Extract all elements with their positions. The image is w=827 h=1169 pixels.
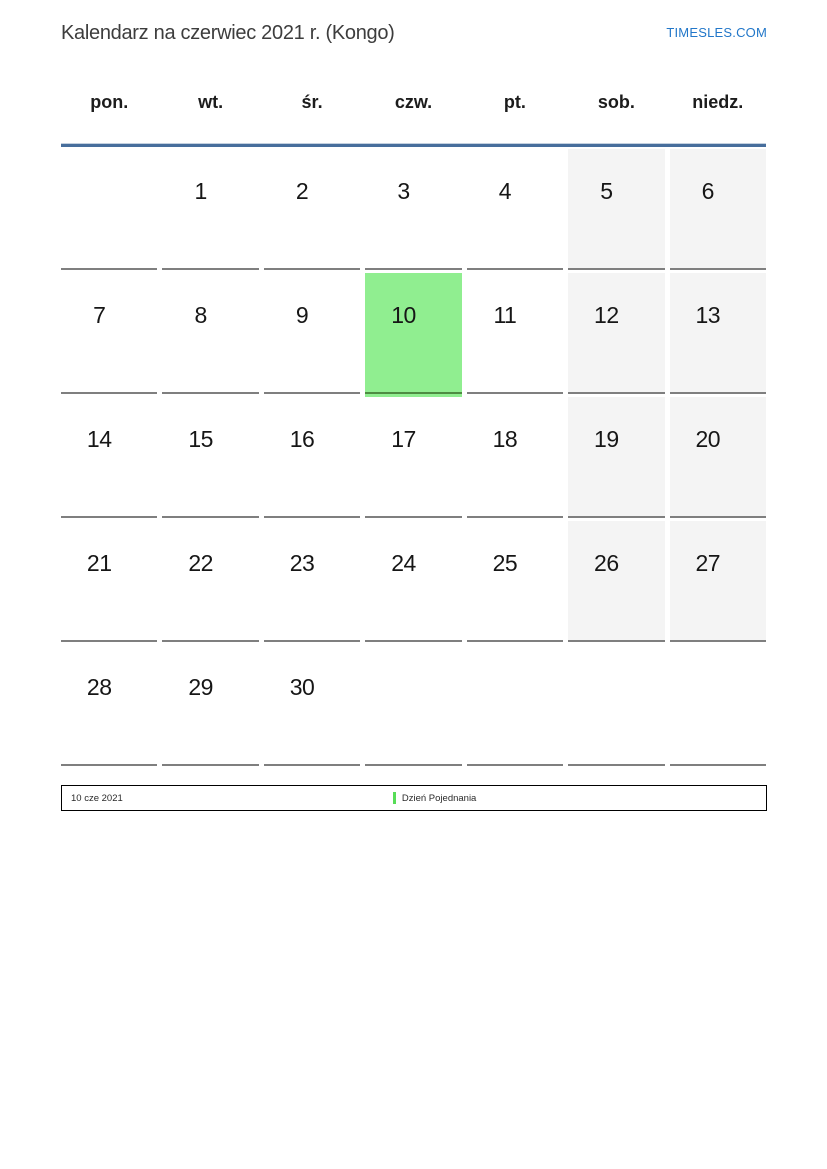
empty-cell: [61, 149, 157, 270]
day-cell-6: [670, 149, 766, 270]
day-number: 3: [397, 178, 410, 204]
day-cell-8: [162, 273, 258, 394]
day-number: 8: [194, 302, 207, 328]
day-cell-20: [670, 397, 766, 518]
day-number: 19: [594, 426, 619, 452]
day-cell-2: [264, 149, 360, 270]
day-number: 30: [289, 674, 315, 700]
day-number: [568, 645, 664, 676]
day-number: 17: [391, 426, 416, 452]
holiday-marker-icon: [393, 792, 396, 804]
document-header: [0, 0, 827, 46]
day-number: [670, 645, 766, 676]
day-cell-5: [568, 149, 664, 270]
calendar: [61, 88, 766, 766]
weekday-header-pt: pt.: [503, 92, 526, 112]
holiday-label: Dzień Pojednania: [401, 792, 477, 804]
day-cell-11: [467, 273, 563, 394]
day-number: 20: [695, 426, 721, 452]
day-cell-17: [365, 397, 461, 518]
day-number: 14: [86, 426, 112, 452]
day-cell-18: [467, 397, 563, 518]
day-number: 27: [695, 550, 721, 576]
day-cell-14: [61, 397, 157, 518]
day-number: 11: [493, 302, 517, 328]
day-number: 2: [295, 178, 309, 204]
day-number: 23: [289, 550, 315, 576]
day-cell-22: [162, 521, 258, 642]
day-cell-30: [264, 645, 360, 766]
day-number: 9: [295, 302, 309, 328]
day-number: 10: [391, 302, 416, 328]
day-number: 22: [188, 550, 213, 576]
day-cell-21: [61, 521, 157, 642]
day-number: 28: [86, 674, 112, 700]
weekday-header-wt: wt.: [198, 92, 224, 112]
day-number: 4: [498, 178, 512, 204]
day-cell-19: [568, 397, 664, 518]
day-cell-3: [365, 149, 461, 270]
day-cell-9: [264, 273, 360, 394]
day-number: 13: [695, 302, 721, 328]
empty-cell: [670, 645, 766, 766]
day-number: 7: [93, 302, 106, 328]
legend-holiday-item: [393, 786, 476, 810]
day-cell-7: [61, 273, 157, 394]
calendar-grid: [61, 149, 766, 766]
weekday-header-pon: pon.: [90, 92, 129, 112]
day-cell-16: [264, 397, 360, 518]
day-number: 5: [600, 178, 613, 204]
header-divider-line: [61, 143, 766, 147]
day-cell-13: [670, 273, 766, 394]
brand-link[interactable]: TIMESLES.COM: [666, 25, 767, 40]
empty-cell: [365, 645, 461, 766]
day-cell-26: [568, 521, 664, 642]
day-cell-4: [467, 149, 563, 270]
weekday-header-czw: czw.: [394, 92, 433, 112]
day-number: [61, 149, 157, 180]
day-number: 15: [188, 426, 213, 452]
legend-box: [61, 785, 767, 811]
day-cell-23: [264, 521, 360, 642]
empty-cell: [467, 645, 563, 766]
day-number: 21: [86, 550, 112, 576]
day-number: [467, 645, 563, 676]
day-cell-25: [467, 521, 563, 642]
weekday-header-śr: śr.: [301, 92, 323, 112]
legend-date: 10 cze 2021: [71, 792, 123, 804]
day-cell-24: [365, 521, 461, 642]
day-number: 12: [594, 302, 619, 328]
day-number: 26: [594, 550, 619, 576]
day-cell-12: [568, 273, 664, 394]
day-number: 24: [391, 550, 416, 576]
weekday-header-niedz: niedz.: [692, 92, 744, 112]
day-number: 1: [194, 178, 207, 204]
empty-cell: [568, 645, 664, 766]
weekday-header-row: [61, 88, 766, 143]
weekday-header-sob: sob.: [597, 92, 635, 112]
day-cell-28: [61, 645, 157, 766]
day-number: 29: [188, 674, 213, 700]
day-number: 16: [289, 426, 315, 452]
page-title: Kalendarz na czerwiec 2021 r. (Kongo): [61, 22, 395, 44]
day-number: 18: [492, 426, 518, 452]
day-cell-1: [162, 149, 258, 270]
day-cell-15: [162, 397, 258, 518]
day-number: 25: [492, 550, 518, 576]
day-number: 6: [701, 178, 714, 204]
day-cell-27: [670, 521, 766, 642]
day-cell-29: [162, 645, 258, 766]
day-number: [365, 645, 461, 676]
day-cell-10: [365, 273, 461, 394]
